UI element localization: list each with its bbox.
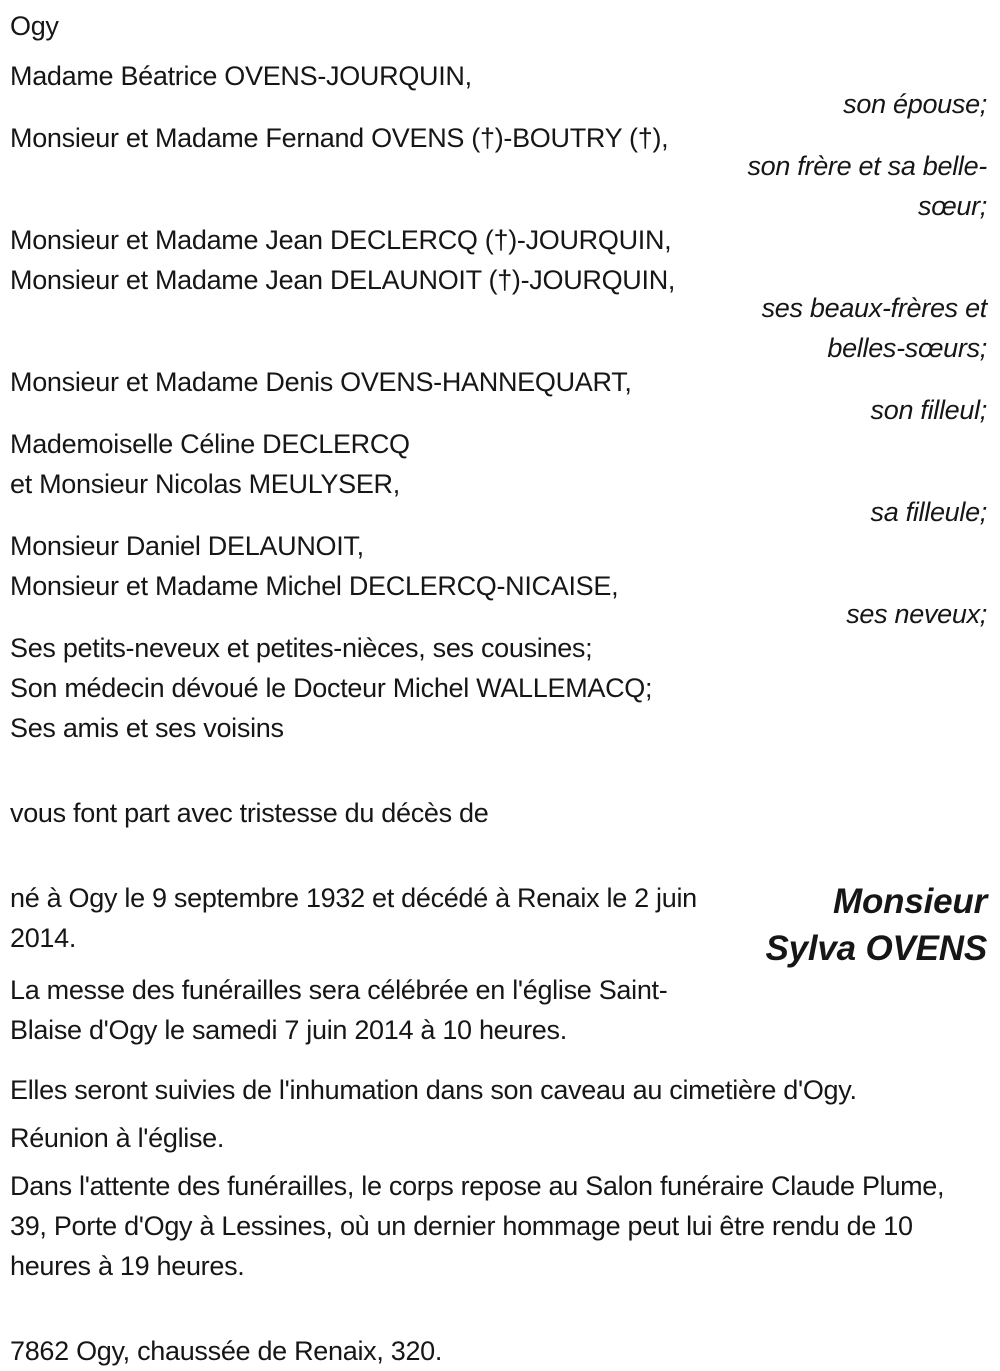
location-title: Ogy [10,11,59,41]
relation-label: ses beaux-frères et belles-sœurs; [761,293,987,363]
announcement-text: vous font part avec tristesse du décès de [10,798,489,828]
mourner-entry [10,526,987,634]
mass-info-text: La messe des funérailles sera célébrée en l'église Saint-Blaise d'Ogy le samedi 7 juin 2014 à 10 heures. [10,975,668,1045]
relation-row [10,288,987,368]
mourner-name: Monsieur et Madame Denis OVENS-HANNEQUART, [10,367,632,397]
relation-label: sa filleule; [870,497,987,527]
mourner-name: Monsieur et Madame Michel DECLERCQ-NICAISE, [10,571,619,601]
burial-info-text: Elles seront suivies de l'inhumation dans son caveau au cimetière d'Ogy. [10,1075,857,1105]
other-mourners-line: Ses petits-neveux et petites-nièces, ses cousines; [10,633,593,663]
life-dates-text: né à Ogy le 9 septembre 1932 et décédé à Renaix le 2 juin 2014. [10,883,697,953]
deceased-name-column [710,878,987,1062]
funeral-details-column [10,878,710,1062]
mourner-entry [10,56,987,124]
other-mourners-line: Son médecin dévoué le Docteur Michel WALLEMACQ; [10,673,653,703]
relation-label: son épouse; [843,89,987,119]
address-text: 7862 Ogy, chaussée de Renaix, 320. [10,1336,443,1366]
mourner-entry [10,220,987,368]
mourner-name: Monsieur et Madame Jean DELAUNOIT (†)-JOURQUIN, [10,265,676,295]
mourner-entry [10,424,987,532]
mourner-name: Madame Béatrice OVENS-JOURQUIN, [10,61,472,91]
mourners-list [10,56,987,748]
repose-info-text: Dans l'attente des funérailles, le corps repose au Salon funéraire Claude Plume, 39, Porte d'Ogy à Lessines, où un dernier hommage peut lui être rendu de 10 heures à 19 heures. [10,1171,945,1281]
mourner-name: et Monsieur Nicolas MEULYSER, [10,469,400,499]
mourner-name: Monsieur et Madame Fernand OVENS (†)-BOUTRY (†), [10,123,669,153]
mourner-name: Mademoiselle Céline DECLERCQ [10,429,410,459]
mourner-entry [10,118,987,226]
mourner-name: Monsieur et Madame Jean DECLERCQ (†)-JOURQUIN, [10,225,672,255]
other-mourners-line: Ses amis et ses voisins [10,713,284,743]
deceased-section [10,878,987,1062]
relation-row [10,146,987,226]
mourner-name: Monsieur Daniel DELAUNOIT, [10,531,364,561]
relation-label: ses neveux; [846,599,987,629]
relation-label: son frère et sa belle-sœur; [747,151,987,221]
deceased-name: Monsieur Sylva OVENS [765,882,987,968]
meeting-info-text: Réunion à l'église. [10,1123,225,1153]
mourner-entry [10,362,987,430]
relation-label: son filleul; [870,395,987,425]
